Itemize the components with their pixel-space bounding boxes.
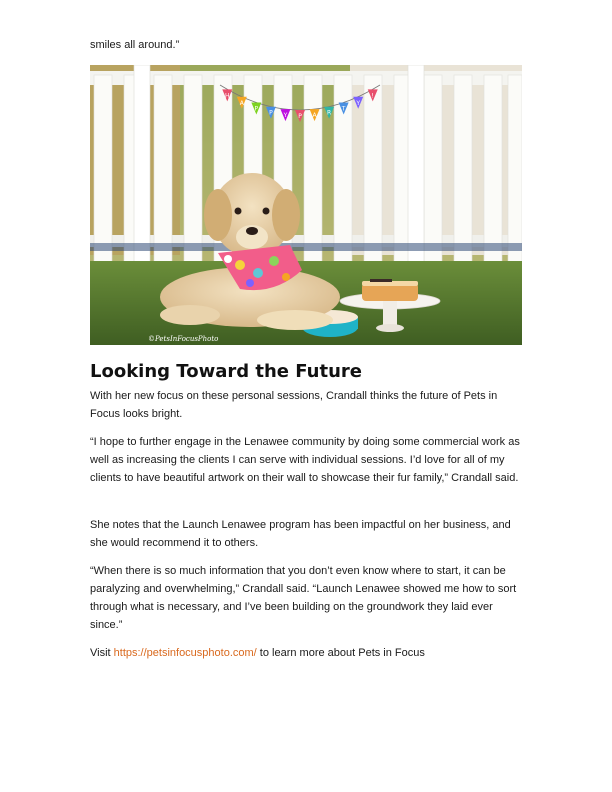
website-link[interactable]: https://petsinfocusphoto.com/ (113, 647, 257, 659)
banner-letter: P (269, 109, 273, 117)
banner-letter: P (254, 105, 259, 113)
paragraph-crandall-quote-community: “I hope to further engage in the Lenawee community by doing some commercial work as well as increasing the clients I can serve with individual sessions. I’d love for all of my clients to have beautiful artwork on their wall to showcase their fur family,” Crandall said. (90, 436, 520, 484)
banner-letter: H (225, 92, 230, 100)
closing-suffix: to learn more about Pets in Focus (256, 647, 425, 659)
section-heading: Looking Toward the Future (90, 361, 362, 382)
photo-watermark: ©PetsInFocusPhoto (148, 335, 219, 343)
paragraph-launch-lenawee-impact: She notes that the Launch Lenawee program has been impactful on her business, and she would recommend it to others. (90, 519, 511, 549)
paragraph-crandall-quote-overwhelming: “When there is so much information that you don’t even know where to start, it can be paralyzing and overwhelming,” Crandall said. “Launch Lenawee showed me how to sort through what is necessary, and I’ve been building on the groundwork they laid ever since.” (90, 565, 517, 631)
banner-letter: Y (283, 112, 288, 120)
banner-letter: T (341, 105, 346, 113)
banner-letter: A (239, 99, 244, 107)
banner-letter: P (298, 113, 302, 120)
banner-letter: R (327, 109, 332, 117)
paragraph-future-outlook: With her new focus on these personal sessions, Crandall thinks the future of Pets in Focus looks bright. (90, 390, 498, 420)
dog-party-photo (90, 65, 522, 345)
banner-letter: A (312, 112, 317, 120)
closing-call-to-action (90, 644, 522, 662)
banner-letter: ! (371, 92, 374, 100)
banner-letter: Y (356, 99, 361, 107)
closing-prefix: Visit (90, 647, 114, 659)
intro-paragraph-tail: smiles all around.” (90, 39, 180, 51)
